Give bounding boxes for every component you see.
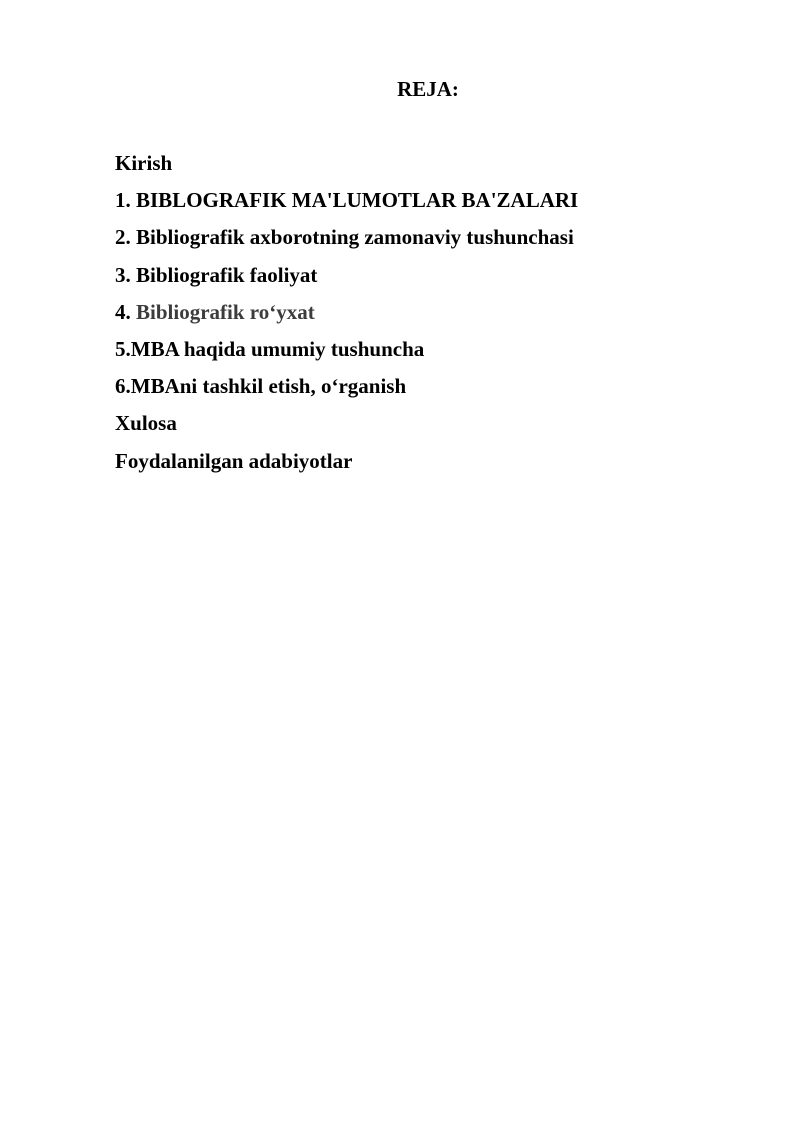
toc-item-5: 5.MBA haqida umumiy tushuncha	[115, 336, 425, 361]
table-of-contents	[115, 150, 578, 485]
toc-item-introduction: Kirish	[115, 151, 173, 175]
toc-item-3: 3. Bibliografik faoliyat	[115, 262, 318, 287]
toc-item-6: 6.MBAni tashkil etish, o‘rganish	[115, 374, 407, 399]
page-title: REJA:	[397, 77, 459, 101]
toc-item-4-text: Bibliografik ro‘yxat	[136, 299, 315, 324]
toc-item-references: Foydalanilgan adabiyotlar	[115, 448, 353, 473]
toc-item-4	[115, 299, 578, 325]
toc-item-4-number: 4.	[115, 299, 131, 324]
toc-item-conclusion: Xulosa	[115, 411, 177, 436]
toc-item-1: 1. BIBLOGRAFIK MA'LUMOTLAR BA'ZALARI	[115, 188, 579, 213]
toc-item-2: 2. Bibliografik axborotning zamonaviy tushunchasi	[115, 225, 574, 250]
